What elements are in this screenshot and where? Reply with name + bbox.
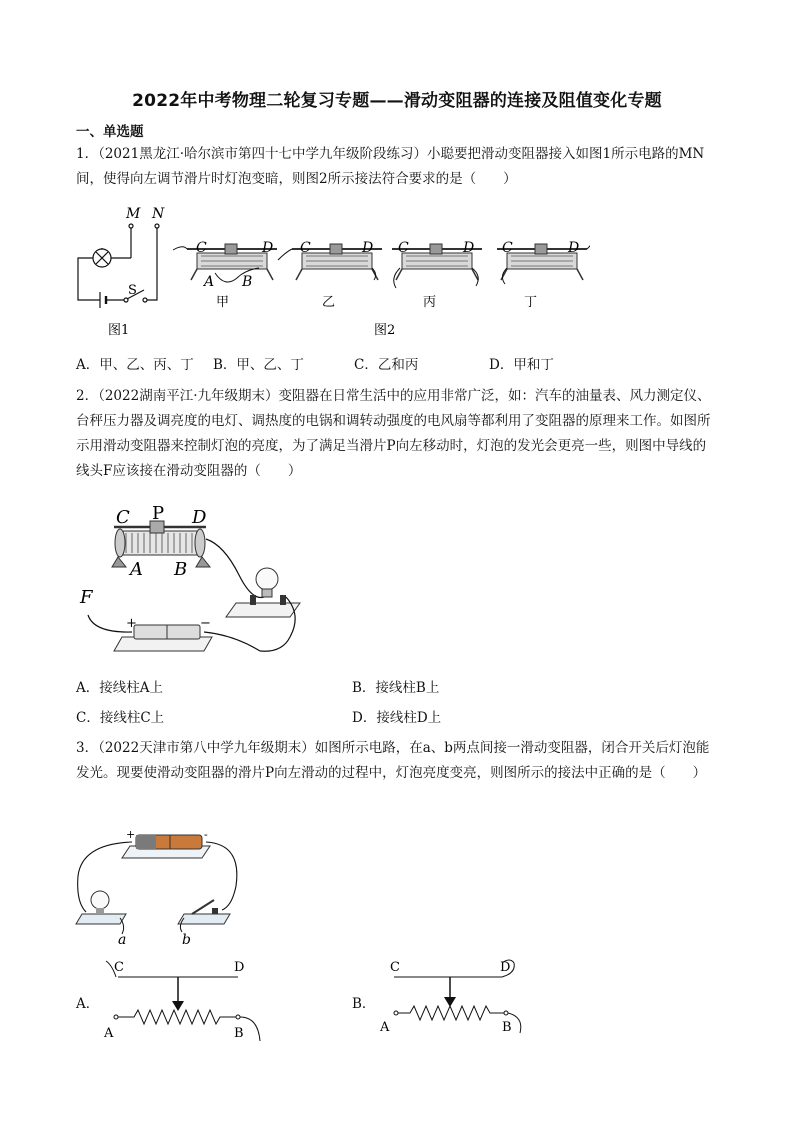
svg-text:D: D	[362, 240, 374, 256]
q1-option-d[interactable]: D．甲和丁	[489, 357, 554, 373]
q2-option-c[interactable]: C．接线柱C上	[76, 710, 165, 726]
q3a-label-c: C	[114, 960, 124, 975]
svg-text:C: C	[300, 240, 311, 256]
q3-option-b[interactable]: B．	[352, 996, 376, 1012]
label-s: S	[128, 283, 137, 298]
label-a-point: a	[118, 932, 127, 948]
question-1-text: 1．（2021黑龙江·哈尔滨市第四十七中学九年级阶段练习）小聪要把滑动变阻器接入如图1所示电路的MN间，使得向左调节滑片时灯泡变暗，则图2所示接法符合要求的是（ ）	[76, 146, 705, 187]
svg-text:D: D	[262, 240, 274, 256]
q1-option-b[interactable]: B．甲、乙、丁	[213, 357, 304, 373]
q3-option-a[interactable]: A．	[76, 996, 100, 1012]
question-3-circuit	[72, 826, 252, 948]
label-c: C	[116, 507, 130, 528]
question-1-figure	[70, 200, 590, 342]
caption-bing: 丙	[423, 295, 437, 310]
label-plus: +	[126, 616, 137, 631]
label-plus: +	[126, 828, 136, 841]
q2-option-b[interactable]: B．接线柱B上	[352, 680, 440, 696]
svg-text:A: A	[204, 274, 215, 290]
q1-option-c[interactable]: C．乙和丙	[354, 357, 419, 373]
q3-option-b-diagram	[374, 955, 534, 1035]
q3b-label-c: C	[390, 960, 400, 975]
label-minus: -	[204, 828, 208, 841]
caption-ding: 丁	[524, 295, 538, 310]
q3b-label-b: B	[502, 1020, 512, 1035]
label-m: M	[126, 206, 141, 222]
svg-text:D: D	[568, 240, 580, 256]
lamp	[76, 891, 126, 924]
rheostat-ding	[497, 230, 590, 284]
question-3-text: 3．（2022天津市第八中学九年级期末）如图所示电路，在a、b两点间接一滑动变阻器，闭合开关后灯泡能发光。现要使滑动变阻器的滑片P向左滑动的过程中，灯泡亮度变亮，则图所示的接法中正确的是（ ）	[76, 740, 710, 781]
figure-1-caption: 图1	[108, 323, 130, 338]
q3a-label-b: B	[234, 1026, 244, 1041]
q3a-label-a: A	[104, 1026, 114, 1041]
q1-option-a[interactable]: A．甲、乙、丙、丁	[76, 357, 194, 373]
figure-1-circuit	[78, 224, 159, 308]
svg-text:D: D	[463, 240, 475, 256]
label-a: A	[130, 559, 143, 580]
caption-yi: 乙	[322, 295, 336, 310]
svg-text:C: C	[398, 240, 409, 256]
caption-jia: 甲	[216, 295, 230, 310]
label-p: P	[152, 505, 165, 524]
q2-option-a[interactable]: A．接线柱A上	[76, 680, 163, 696]
label-b: B	[174, 559, 188, 580]
lamp-board	[226, 568, 300, 617]
svg-text:C: C	[502, 240, 513, 256]
label-d: D	[192, 507, 207, 528]
label-f: F	[80, 587, 93, 608]
question-2-text: 2．（2022湖南平江·九年级期末）变阻器在日常生活中的应用非常广泛，如：汽车的油量表、风力测定仪、台秤压力器及调亮度的电灯、调热度的电锅和调转动强度的电风扇等都利用了变阻器的原理来工作。如图所示用滑动变阻器来控制灯泡的亮度，为了满足当滑片P向左移动时，灯泡的发光会更亮一些，则图中导线的线头F应该接在滑动变阻器的（ ）	[76, 388, 711, 479]
figure-2-caption: 图2	[374, 323, 396, 338]
q3a-label-d: D	[234, 960, 245, 975]
q3b-label-a: A	[380, 1020, 390, 1035]
q2-option-d[interactable]: D．接线柱D上	[352, 710, 442, 726]
question-2-figure	[74, 505, 314, 661]
svg-text:C: C	[196, 240, 207, 256]
label-n: N	[152, 206, 165, 222]
q3-option-a-diagram	[98, 955, 268, 1043]
switch	[178, 900, 230, 924]
page-title: 2022年中考物理二轮复习专题——滑动变阻器的连接及阻值变化专题	[132, 91, 662, 111]
label-b-point: b	[182, 932, 191, 948]
label-minus: −	[200, 616, 211, 631]
section-heading: 一、单选题	[76, 124, 144, 140]
q3b-label-d: D	[500, 960, 511, 975]
svg-text:B: B	[242, 274, 253, 290]
